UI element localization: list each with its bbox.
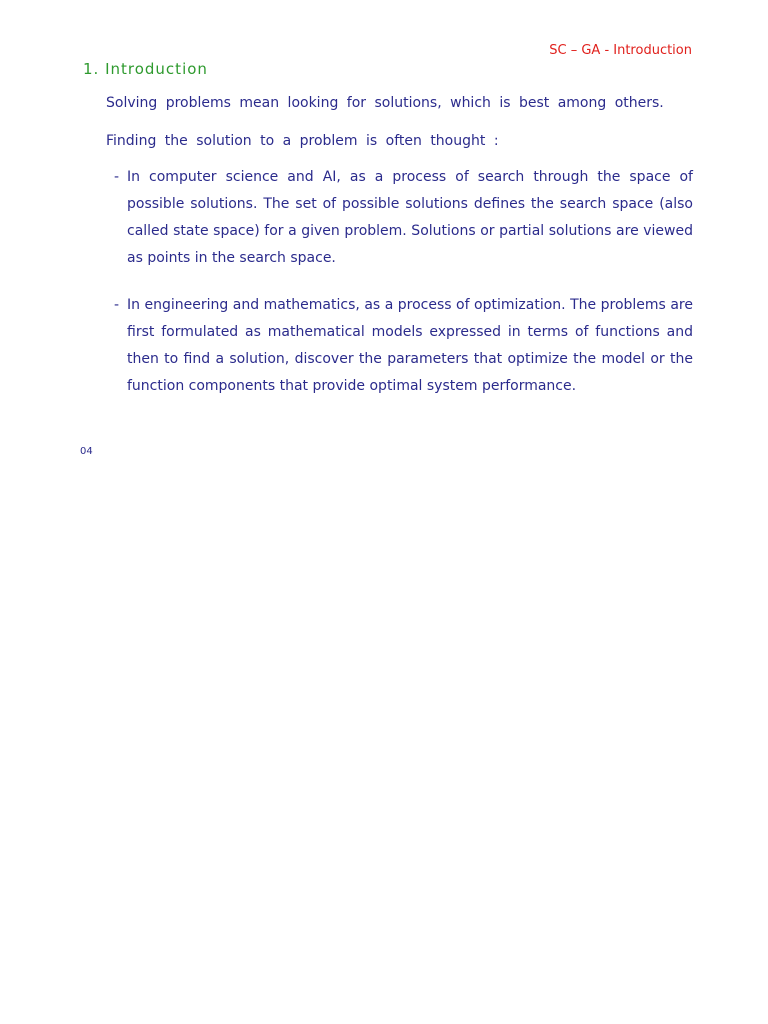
paragraph-intro: Solving problems mean looking for solutions, which is best among others. bbox=[106, 95, 664, 111]
bullet-list-item bbox=[114, 164, 693, 272]
bullet-search bbox=[114, 164, 693, 272]
running-header: SC – GA - Introduction bbox=[549, 43, 692, 58]
page-number: 04 bbox=[80, 446, 93, 457]
bullet-text: In engineering and mathematics, as a process of optimization. The problems are first formulated as mathematical models expressed in terms of functions and then to find a solution, discover the parameters that optimize the model or the function components that provide optimal system performance. bbox=[127, 297, 693, 394]
paragraph-finding: Finding the solution to a problem is often thought : bbox=[106, 133, 499, 149]
bullet-dash: - bbox=[114, 297, 120, 313]
bullet-dash: - bbox=[114, 169, 120, 185]
bullet-list-item bbox=[114, 292, 693, 400]
section-heading: 1. Introduction bbox=[83, 60, 208, 78]
bullet-text: In computer science and AI, as a process of search through the space of possible solutions. The set of possible solutions defines the search space (also called state space) for a given problem. Solutions or partial solutions are viewed as points in the search space. bbox=[127, 169, 693, 266]
bullet-optimization bbox=[114, 292, 693, 400]
